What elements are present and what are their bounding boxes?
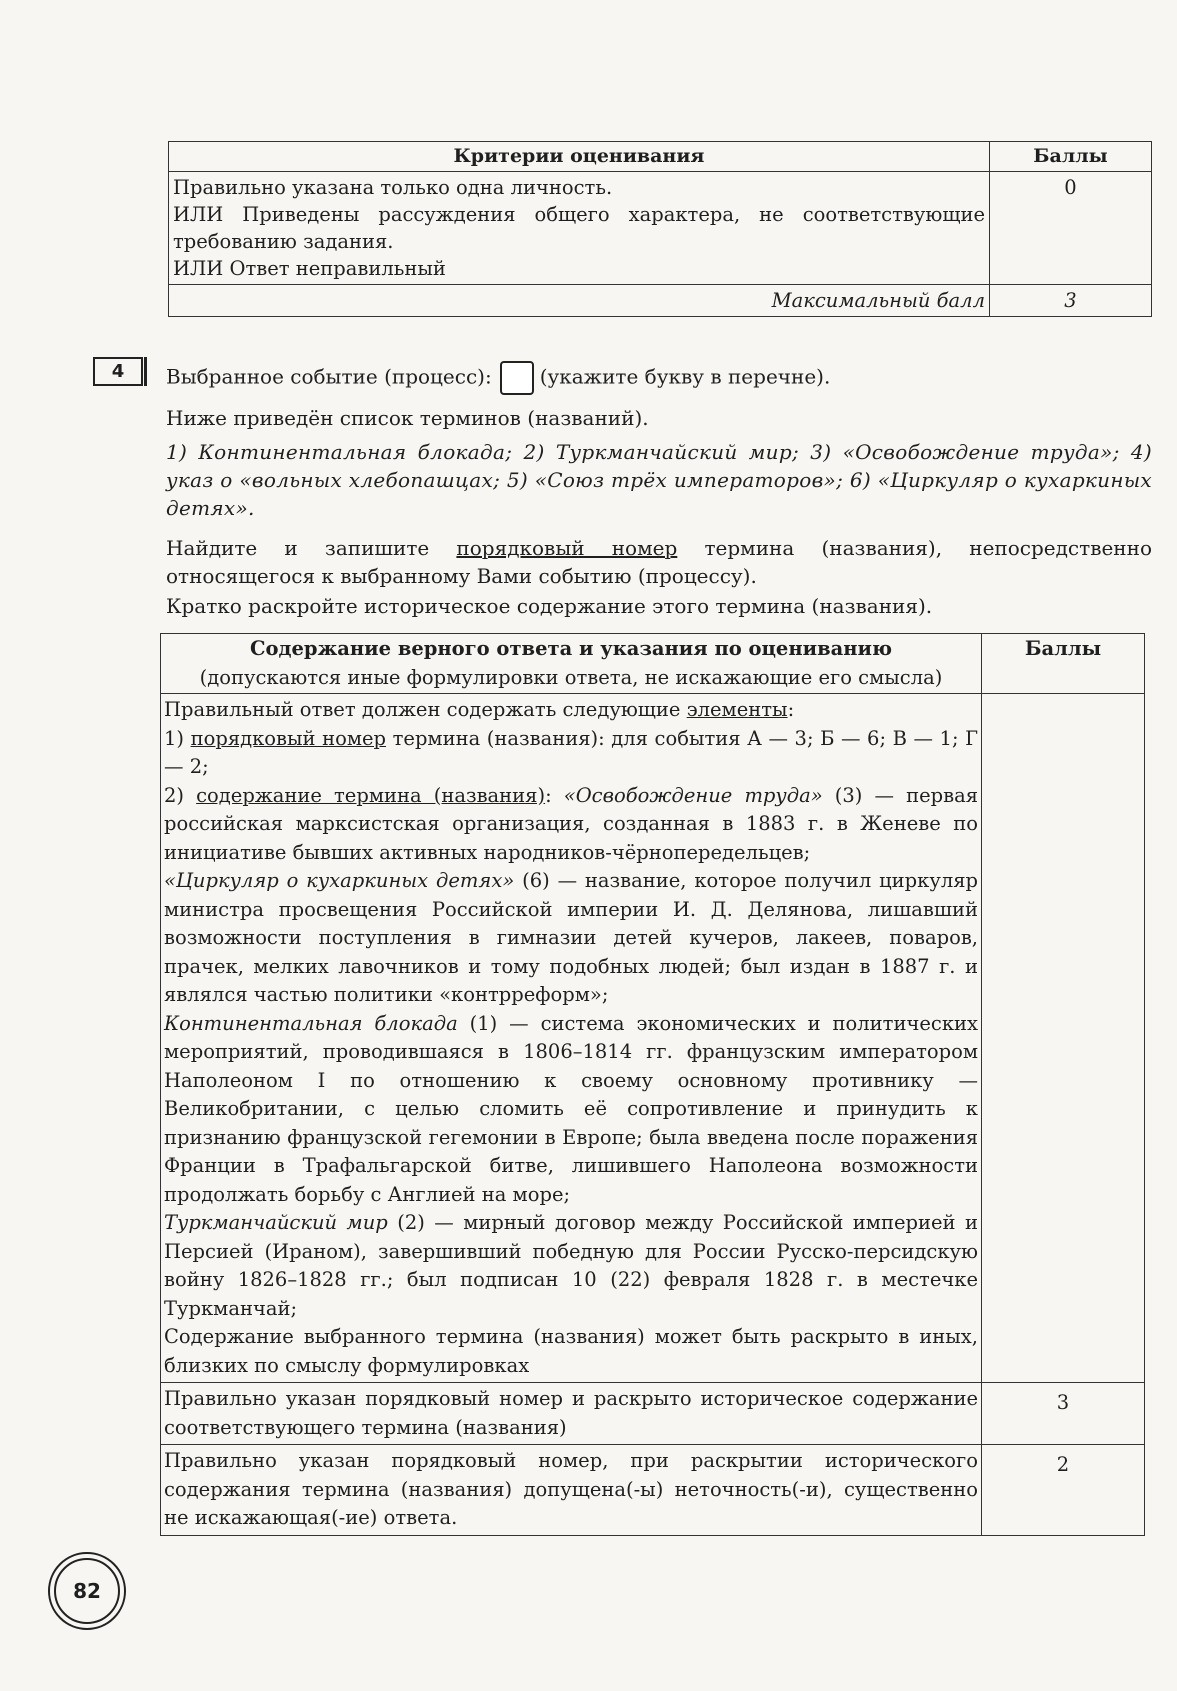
task-number-box: 4 (93, 357, 143, 386)
score-row-2 (161, 1445, 1145, 1536)
score-row-2-value: 2 (982, 1445, 1145, 1536)
terms-list: 1) Континентальная блокада; 2) Туркманчайский мир; 3) «Освобождение труда»; 4) указ о «вольных хлебопашцах; 5) «Союз трёх императоров»; 6) «Циркуляр о кухаркиных детях». (166, 440, 1152, 520)
score-row-3 (161, 1383, 1145, 1445)
answer-table (160, 633, 1145, 1536)
instruction-underlined: порядковый номер (456, 536, 678, 560)
intro-text: Правильный ответ должен содержать следующие (164, 698, 687, 721)
criteria-header-row (169, 142, 1152, 172)
term6-name: «Циркуляр о кухаркиных детях» (164, 869, 515, 892)
max-score-value: 3 (990, 285, 1152, 317)
answer-header (161, 634, 982, 694)
criteria-line: ИЛИ Приведены рассуждения общего характера, не соответствующие требованию задания. (173, 203, 985, 253)
answer-note: Содержание выбранного термина (названия) может быть раскрыто в иных, близких по смыслу формулировках (164, 1325, 978, 1377)
answer-header-sub: (допускаются иные формулировки ответа, не искажающие его смысла) (199, 665, 943, 689)
criteria-text (169, 172, 990, 285)
answer-element-1 (164, 725, 978, 782)
criteria-header: Критерии оценивания (169, 142, 990, 172)
max-score-label: Максимальный балл (169, 285, 990, 317)
task-instruction-2: Кратко раскройте историческое содержание этого термина (названия). (166, 594, 933, 618)
max-score-row (169, 285, 1152, 317)
answer-intro (164, 696, 978, 725)
term1-text: (1) — система экономических и политических мероприятий, проводившаяся в 1806–1814 гг. французским императором Наполеоном I по отношению к своему основному противнику — Великобритании, с целью сломить её сопротивление и принудить к признанию французской гегемонии в Европе; была введена после поражения Франции в Трафальгарской битве, лишившего Наполеона возможности продолжать борьбу с Англией на море; (164, 1011, 979, 1206)
term3-text: (3) — первая российская марксистская организация, созданная в 1883 г. в Женеве по инициативе бывших активных народников-чёрнопередельцев; (164, 783, 978, 864)
el1-underlined: порядковый номер (190, 726, 387, 750)
prompt-after: (укажите букву в перечне). (539, 364, 831, 389)
el1-text: термина (названия): для события А — 3; Б — 6; В — 1; Г — 2; (164, 726, 979, 778)
page-number-badge (48, 1552, 126, 1630)
score-header: Баллы (990, 142, 1152, 172)
task-prompt (166, 361, 1152, 395)
score-row-2-text: Правильно указан порядковый номер, при раскрытии исторического содержания термина (названия) допущена(-ы) неточность(-и), существенно не искажающая(-ие) ответа. (161, 1445, 982, 1536)
answer-header-main: Содержание верного ответа и указания по оцениванию (250, 637, 892, 660)
score-row-3-text: Правильно указан порядковый номер и раскрыто историческое содержание соответствующего термина (названия) (161, 1383, 982, 1445)
el2-underlined: содержание термина (названия) (196, 783, 546, 807)
term2-text: (2) — мирный договор между Российской империей и Персией (Ираном), завершивший победную для России Русско-персидскую войну 1826–1828 гг.; был подписан 10 (22) февраля 1828 г. в местечке Туркманчай; (164, 1211, 978, 1320)
intro-underlined: элементы (686, 698, 788, 721)
answer-letter-box[interactable] (500, 361, 534, 395)
page-number: 82 (54, 1558, 120, 1624)
criteria-score: 0 (990, 172, 1152, 285)
criteria-row-0 (169, 172, 1152, 285)
prompt-before: Выбранное событие (процесс): (166, 364, 492, 389)
term2-name: Туркманчайский мир (164, 1211, 388, 1234)
answer-content (161, 694, 982, 1383)
term1-name: Континентальная блокада (164, 1011, 458, 1035)
term3-name: «Освобождение труда» (563, 783, 823, 807)
el2-num: 2) (164, 783, 197, 807)
answer-element-2 (164, 782, 978, 868)
list-intro: Ниже приведён список терминов (названий). (166, 406, 649, 430)
term1-paragraph (164, 1010, 978, 1210)
task-instruction (166, 534, 1152, 590)
term6-paragraph (164, 867, 978, 1010)
el2-colon: : (545, 783, 564, 807)
score-row-3-value: 3 (982, 1383, 1145, 1445)
instruction-post: термина (названия), непосредственно относящегося к выбранному Вами событию (процессу). (166, 536, 1152, 588)
answer-content-row (161, 694, 1145, 1383)
instruction-pre: Найдите и запишите (166, 536, 457, 560)
answer-score-header: Баллы (982, 634, 1145, 694)
criteria-line: ИЛИ Ответ неправильный (173, 257, 446, 280)
intro-colon: : (787, 698, 795, 721)
term2-paragraph (164, 1209, 978, 1323)
criteria-line: Правильно указана только одна личность. (173, 176, 613, 199)
answer-header-row (161, 634, 1145, 694)
answer-content-score (982, 694, 1145, 1383)
el1-num: 1) (164, 726, 191, 750)
term6-text: (6) — название, которое получил циркуляр министра просвещения Российской империи И. Д. Делянова, лишавший возможности поступления в гимназии детей кучеров, лакеев, поваров, прачек, мелких лавочников и тому подобных людей; был издан в 1887 г. и являлся частью политики «контрреформ»; (164, 869, 978, 1006)
criteria-table (168, 141, 1152, 317)
